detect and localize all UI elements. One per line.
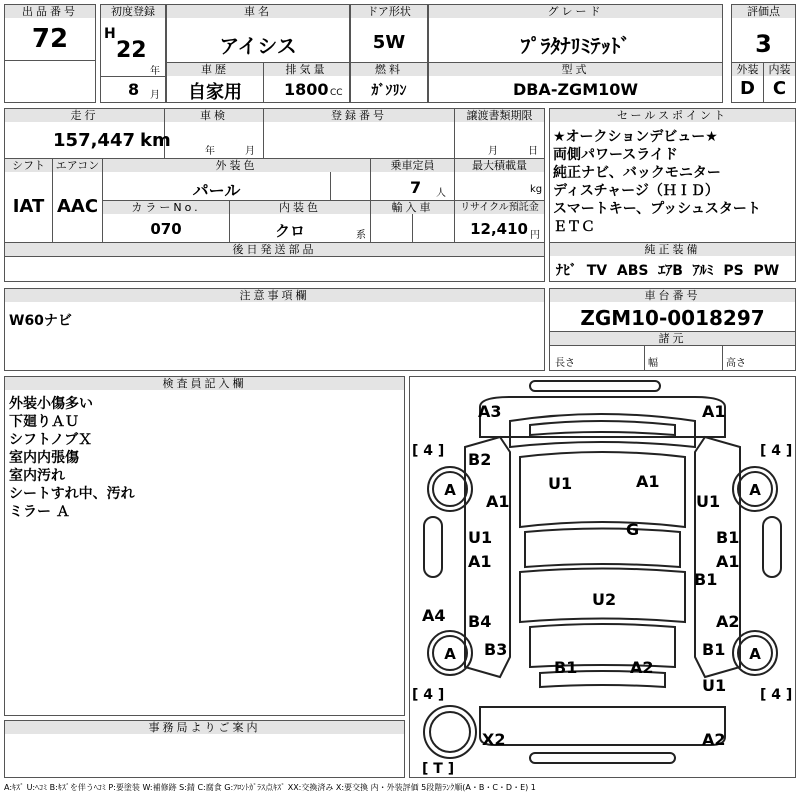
equip-item: ﾅﾋﾞ: [556, 263, 577, 279]
damage-label: A4: [422, 606, 446, 625]
transfer-day: 日: [528, 146, 538, 157]
damage-label: B2: [468, 450, 492, 469]
equip-item: ABS: [616, 263, 649, 279]
door: 5W: [372, 32, 406, 53]
recycle-label: リサイクル預託金: [455, 201, 544, 214]
reg-year: 22: [116, 38, 147, 63]
model: DBA-ZGM10W: [512, 80, 639, 99]
lot-number: 72: [31, 24, 69, 54]
capacity-unit: 人: [436, 188, 446, 199]
width-label: 幅: [648, 358, 658, 369]
damage-label: A1: [486, 492, 510, 511]
equip-item: PW: [753, 263, 780, 279]
yen-unit: 円: [530, 230, 540, 241]
office-label: 事務局よりご案内: [5, 721, 404, 734]
damage-label: X2: [482, 730, 506, 749]
era: H: [104, 26, 116, 42]
insp-year: 年: [205, 146, 215, 157]
equipment-list: [556, 260, 779, 280]
sales-line: 純正ナビ、バックモニター: [553, 165, 721, 181]
capacity: 7: [410, 178, 422, 197]
tire-label: A: [444, 645, 456, 663]
legend: A:ｷｽﾞ U:ﾍｺﾐ B:ｷｽﾞを伴うﾍｺﾐ P:要塗装 W:補修跡 S:錆 C:腐食 G:ﾌﾛﾝﾄｶﾞﾗｽ点ｷｽﾞ XX:交換済み X:要交換 内・外装評価 5段階ﾗﾝｸ順(A・B・C・D・E) 1: [4, 783, 536, 792]
ac-label: エアコン: [53, 159, 102, 172]
damage-label: A2: [716, 612, 740, 631]
divider: [263, 62, 264, 102]
sales-line: ★オークションデビュー★: [553, 129, 718, 145]
height-label: 高さ: [726, 358, 746, 369]
import-label: 輸入車: [371, 201, 454, 214]
equipment-label: 純正装備: [550, 243, 795, 256]
capacity-label: 乗車定員: [371, 159, 454, 172]
damage-label: B1: [716, 528, 740, 547]
grade: ﾌﾟﾗﾀﾅﾘﾐﾃｯﾄﾞ: [520, 34, 631, 58]
sales-line: ＥＴＣ: [553, 219, 595, 235]
damage-label: B1: [702, 640, 726, 659]
lot-label: 出品番号: [5, 5, 95, 18]
int-label: 内装: [764, 63, 795, 76]
inspector-lines: [9, 395, 135, 521]
tread-depth: [ 4 ]: [412, 687, 445, 703]
mileage: 157,447: [53, 130, 135, 151]
displacement-label: 排気量: [264, 63, 349, 76]
regno-label: 登録番号: [264, 109, 454, 122]
displacement: 1800: [284, 80, 329, 99]
equip-item: ｴｱB: [658, 263, 683, 279]
inspector-line: シートすれ中、汚れ: [9, 486, 135, 502]
inspector-line: ミラー Ａ: [9, 504, 70, 520]
divider: [412, 214, 413, 242]
intcolor-label: 内装色: [230, 201, 370, 214]
car-name-label: 車名: [167, 5, 349, 18]
length-label: 長さ: [555, 358, 575, 369]
equip-item: PS: [723, 263, 744, 279]
sales-line: スマートキー、プッシュスタート: [553, 201, 761, 217]
damage-label: A1: [716, 552, 740, 571]
dims-label: 諸元: [550, 332, 795, 345]
damage-label: A2: [630, 658, 654, 677]
damage-label: A2: [702, 730, 726, 749]
int-score: C: [772, 78, 787, 99]
tire-label: A: [444, 481, 456, 499]
recycle-fee: 12,410: [470, 220, 528, 238]
interior-color: クロ: [274, 222, 305, 240]
divider: [263, 108, 264, 158]
load-unit: kg: [530, 184, 543, 195]
year-unit: 年: [150, 66, 160, 77]
notes-text: W60ナビ: [9, 313, 72, 329]
first-reg-label: 初度登録: [101, 5, 165, 18]
shift-label: シフト: [5, 159, 52, 172]
later-parts-label: 後日発送部品: [5, 243, 544, 256]
km-unit: km: [140, 130, 171, 151]
car-diagram-svg: [410, 377, 795, 777]
color-label: 外装色: [103, 159, 370, 172]
reg-month: 8: [128, 80, 140, 99]
fuel: ｶﾞｿﾘﾝ: [371, 83, 407, 99]
damage-label: A1: [702, 402, 726, 421]
damage-label: G: [626, 520, 640, 539]
score-label: 評価点: [732, 5, 795, 18]
inspector-line: 室内汚れ: [9, 468, 65, 484]
mileage-label: 走行: [5, 109, 164, 122]
tread-depth: [ 4 ]: [760, 443, 793, 459]
transfer-label: 譲渡書類期限: [455, 109, 544, 122]
exterior-color: パール: [192, 181, 241, 200]
damage-label: U2: [592, 590, 617, 609]
divider: [644, 345, 645, 370]
sales-line: 両側パワースライド: [553, 147, 678, 163]
damage-label: U1: [468, 528, 493, 547]
notes-label: 注意事項欄: [5, 289, 544, 302]
tread-depth: [ 4 ]: [760, 687, 793, 703]
damage-label: B1: [694, 570, 718, 589]
load-label: 最大積載量: [455, 159, 544, 172]
divider: [722, 345, 723, 370]
grade-label: グレード: [429, 5, 722, 18]
divider: [550, 345, 795, 346]
damage-label: A1: [636, 472, 660, 491]
divider: [454, 108, 455, 158]
tread-depth: [ T ]: [422, 761, 455, 777]
tread-depth: [ 4 ]: [412, 443, 445, 459]
damage-diagram: [409, 376, 796, 778]
car-name: アイシス: [219, 34, 297, 58]
sales-label: セールスポイント: [550, 109, 795, 122]
inspector-line: 室内内張傷: [9, 450, 79, 466]
ext-score: D: [740, 78, 755, 99]
color-no: 070: [150, 220, 182, 238]
chassis-label: 車台番号: [550, 289, 795, 302]
damage-label: A1: [468, 552, 492, 571]
divider: [330, 172, 331, 200]
intcolor-unit: 系: [356, 230, 366, 241]
history-label: 車歴: [167, 63, 263, 76]
damage-label: B4: [468, 612, 492, 631]
transfer-month: 月: [488, 146, 498, 157]
inspector-line: 外装小傷多い: [9, 396, 93, 412]
divider: [5, 60, 95, 61]
sales-line: ディスチャージ（ＨＩＤ）: [553, 183, 719, 199]
insp-month: 月: [245, 146, 255, 157]
sales-lines: [553, 128, 761, 236]
door-label: ドア形状: [351, 5, 427, 18]
inspection-label: 車検: [165, 109, 263, 122]
damage-label: U1: [696, 492, 721, 511]
ac: AAC: [56, 196, 99, 217]
damage-label: U1: [548, 474, 573, 493]
chassis-number: ZGM10-0018297: [580, 306, 765, 330]
inspector-label: 検査員記入欄: [5, 377, 404, 390]
tire-label: A: [749, 481, 761, 499]
inspector-line: 下廻りＡＵ: [9, 414, 79, 430]
month-unit: 月: [150, 90, 160, 101]
damage-label: U1: [702, 676, 727, 695]
fuel-label: 燃料: [351, 63, 427, 76]
equip-item: ｱﾙﾐ: [692, 263, 714, 279]
history: 自家用: [188, 82, 242, 103]
equip-item: TV: [586, 263, 608, 279]
damage-label: B1: [554, 658, 578, 677]
cc-unit: CC: [330, 88, 343, 98]
damage-label: A3: [478, 402, 502, 421]
shift: IAT: [12, 196, 45, 217]
ext-label: 外装: [732, 63, 763, 76]
inspector-line: シフトノブＸ: [9, 432, 93, 448]
score: 3: [755, 30, 772, 58]
tire-label: A: [749, 645, 761, 663]
damage-label: B3: [484, 640, 508, 659]
colorno-label: カラーNo.: [103, 201, 229, 214]
divider: [101, 76, 165, 77]
divider: [5, 256, 544, 257]
model-label: 型式: [429, 63, 722, 76]
